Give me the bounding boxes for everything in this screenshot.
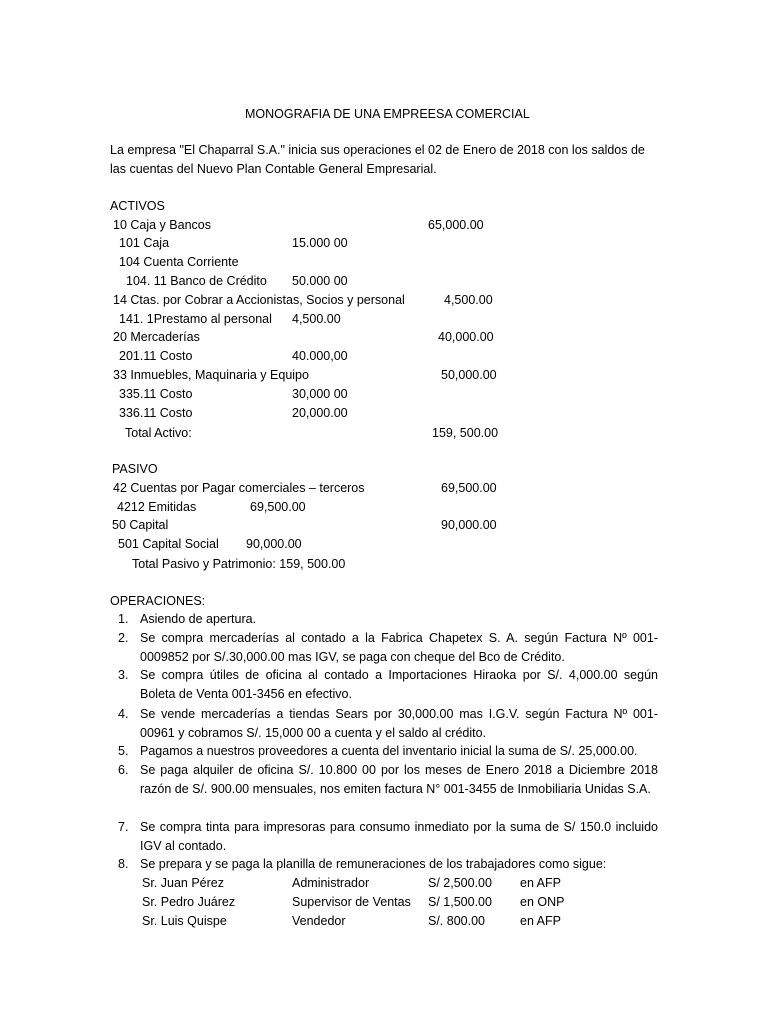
total-activo-label: Total Activo:	[125, 426, 192, 440]
list-item	[118, 818, 658, 855]
item-number: 6.	[118, 763, 129, 777]
account-value: 50,000.00	[441, 368, 497, 382]
account-value: 40,000.00	[438, 330, 494, 344]
worker-role: Vendedor	[292, 914, 346, 928]
account-label: 201.11 Costo	[119, 349, 193, 363]
list-item	[118, 705, 658, 742]
account-value: 69,500.00	[441, 481, 497, 495]
account-label: 336.11 Costo	[119, 406, 193, 420]
account-label: 4212 Emitidas	[117, 500, 197, 514]
account-label: 50 Capital	[112, 518, 169, 532]
account-value: 30,000 00	[292, 387, 348, 401]
worker-name: Sr. Luis Quispe	[142, 914, 227, 928]
account-label: 104 Cuenta Corriente	[119, 255, 239, 269]
item-number: 7.	[118, 820, 129, 834]
page-title: MONOGRAFIA DE UNA EMPREESA COMERCIAL	[245, 107, 530, 121]
intro-line-2: las cuentas del Nuevo Plan Contable General Empresarial.	[110, 162, 437, 176]
item-text: Se compra tinta para impresoras para consumo inmediato por la suma de S/ 150.0 incluido IGV al contado.	[140, 820, 658, 853]
account-label: 104. 11 Banco de Crédito	[126, 274, 267, 288]
account-value: 15.000 00	[292, 236, 348, 250]
item-text: Se compra mercaderías al contado a la Fabrica Chapetex S. A. según Factura Nº 001-0009852 por S/.30,000.00 mas IGV, se paga con cheque del Bco de Crédito.	[140, 631, 658, 664]
worker-name: Sr. Juan Pérez	[142, 876, 224, 890]
worker-name: Sr. Pedro Juárez	[142, 895, 236, 909]
account-value: 50.000 00	[292, 274, 348, 288]
worker-role: Administrador	[292, 876, 370, 890]
account-label: 42 Cuentas por Pagar comerciales – terceros	[113, 481, 365, 495]
account-value: 90,000.00	[246, 537, 302, 551]
account-label: 14 Ctas. por Cobrar a Accionistas, Socios y personal	[113, 293, 405, 307]
account-label: 10 Caja y Bancos	[113, 218, 211, 232]
item-number: 5.	[118, 744, 129, 758]
list-item	[118, 610, 658, 629]
account-value: 4,500.00	[444, 293, 493, 307]
worker-amount: S/. 800.00	[428, 914, 485, 928]
list-item	[118, 761, 658, 798]
item-number: 1.	[118, 612, 129, 626]
item-text: Se vende mercaderías a tiendas Sears por 30,000.00 mas I.G.V. según Factura Nº 001-00961 y cobramos S/. 15,000 00 a cuenta y el saldo al crédito.	[140, 707, 658, 740]
worker-amount: S/ 1,500.00	[428, 895, 492, 909]
list-item	[118, 742, 658, 761]
activos-heading: ACTIVOS	[110, 199, 165, 213]
account-value: 20,000.00	[292, 406, 348, 420]
account-value: 69,500.00	[250, 500, 306, 514]
account-value: 40.000,00	[292, 349, 348, 363]
item-text: Se compra útiles de oficina al contado a Importaciones Hiraoka por S/. 4,000.00 según Boleta de Venta 001-3456 en efectivo.	[140, 668, 658, 701]
account-value: 65,000.00	[428, 218, 484, 232]
account-label: 335.11 Costo	[119, 387, 193, 401]
item-text: Pagamos a nuestros proveedores a cuenta del inventario inicial la suma de S/. 25,000.00.	[140, 744, 638, 758]
item-text: Se paga alquiler de oficina S/. 10.800 00 por los meses de Enero 2018 a Diciembre 2018 razón de S/. 900.00 mensuales, nos emiten factura N° 001-3455 de Inmobiliaria Unidas S.A.	[140, 763, 658, 796]
list-item	[118, 855, 658, 874]
item-text: Se prepara y se paga la planilla de remuneraciones de los trabajadores como sigue:	[140, 857, 607, 871]
account-label: 101 Caja	[119, 236, 170, 250]
operaciones-heading: OPERACIONES:	[110, 594, 206, 608]
pasivo-heading: PASIVO	[112, 462, 158, 476]
item-number: 4.	[118, 707, 129, 721]
item-number: 3.	[118, 668, 129, 682]
worker-fund: en AFP	[520, 914, 561, 928]
list-item	[118, 666, 658, 703]
account-label: 33 Inmuebles, Maquinaria y Equipo	[113, 368, 309, 382]
intro-line-1: La empresa "El Chaparral S.A." inicia sus operaciones el 02 de Enero de 2018 con los saldos de	[110, 143, 645, 157]
item-number: 8.	[118, 857, 129, 871]
account-label: 141. 1Prestamo al personal	[119, 312, 272, 326]
account-value: 90,000.00	[441, 518, 497, 532]
worker-amount: S/ 2,500.00	[428, 876, 492, 890]
account-label: 20 Mercaderías	[113, 330, 200, 344]
total-pasivo: Total Pasivo y Patrimonio: 159, 500.00	[132, 557, 346, 571]
account-label: 501 Capital Social	[118, 537, 219, 551]
worker-role: Supervisor de Ventas	[292, 895, 411, 909]
worker-fund: en AFP	[520, 876, 561, 890]
item-number: 2.	[118, 631, 129, 645]
account-value: 4,500.00	[292, 312, 341, 326]
total-activo-value: 159, 500.00	[432, 426, 499, 440]
worker-fund: en ONP	[520, 895, 565, 909]
item-text: Asiendo de apertura.	[140, 612, 257, 626]
list-item	[118, 629, 658, 666]
